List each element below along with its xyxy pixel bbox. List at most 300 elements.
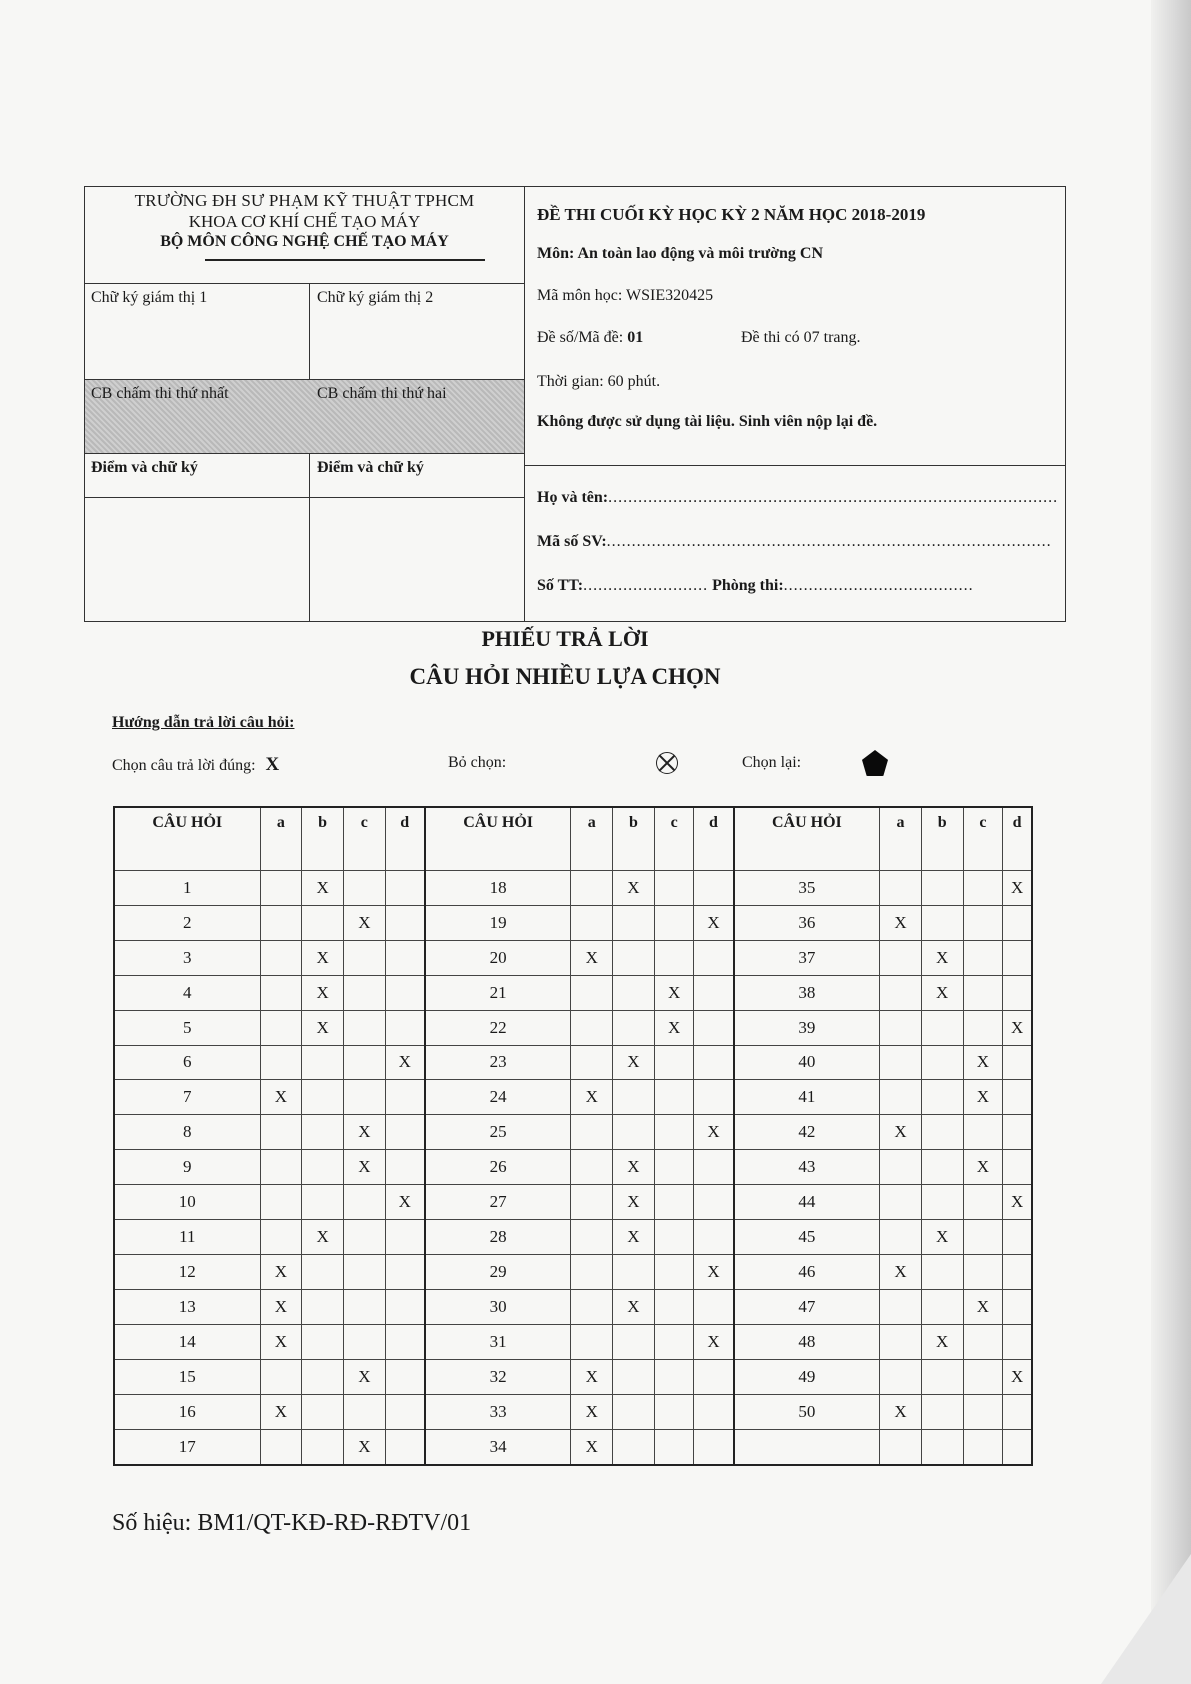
- question-number: 4: [114, 975, 260, 1010]
- answer-cell-c: [963, 1220, 1003, 1255]
- question-number: 41: [734, 1080, 880, 1115]
- question-number: 29: [425, 1254, 571, 1289]
- answer-cell-d: [385, 975, 425, 1010]
- proctor2-signature-label: Chữ ký giám thị 2: [317, 289, 434, 306]
- student-id-label: Mã số SV:: [537, 533, 607, 550]
- question-number: 10: [114, 1185, 260, 1220]
- table-row: [114, 1115, 1032, 1150]
- answer-cell-b: X: [302, 975, 344, 1010]
- answer-cell-b: [921, 1359, 963, 1394]
- question-number: 16: [114, 1394, 260, 1429]
- answer-cell-c: [343, 1045, 385, 1080]
- answer-cell-d: [385, 871, 425, 906]
- answer-cell-b: [613, 1115, 655, 1150]
- question-number: 45: [734, 1220, 880, 1255]
- answer-cell-b: X: [302, 871, 344, 906]
- answer-cell-a: [880, 1289, 922, 1324]
- answer-cell-c: [654, 1220, 694, 1255]
- answer-cell-c: [343, 975, 385, 1010]
- answer-cell-a: X: [260, 1324, 302, 1359]
- answer-cell-a: [880, 1045, 922, 1080]
- answer-cell-b: X: [613, 1289, 655, 1324]
- answer-cell-b: [613, 905, 655, 940]
- table-row: [114, 1010, 1032, 1045]
- choice-column-header: d: [694, 807, 734, 871]
- answer-cell-b: [921, 1289, 963, 1324]
- legend-choose-label: Chọn câu trả lời đúng:: [112, 757, 256, 774]
- header-right: [525, 187, 1065, 621]
- answer-cell-d: [694, 1045, 734, 1080]
- answer-cell-d: [1003, 1429, 1032, 1465]
- answer-cell-b: [613, 1359, 655, 1394]
- sheet-subtitle: CÂU HỎI NHIỀU LỰA CHỌN: [409, 664, 721, 689]
- question-number: 32: [425, 1359, 571, 1394]
- answer-cell-d: X: [1003, 1185, 1032, 1220]
- form-code: Số hiệu: BM1/QT-KĐ-RĐ-RĐTV/01: [112, 1510, 472, 1536]
- choice-column-header: a: [880, 807, 922, 871]
- answer-cell-b: [921, 1045, 963, 1080]
- answer-cell-a: [571, 1185, 613, 1220]
- answer-cell-d: [1003, 1289, 1032, 1324]
- answer-cell-a: [880, 1185, 922, 1220]
- question-number: 22: [425, 1010, 571, 1045]
- answer-cell-c: X: [654, 975, 694, 1010]
- answer-cell-b: [302, 1429, 344, 1465]
- answer-cell-b: [921, 1429, 963, 1465]
- question-number: 15: [114, 1359, 260, 1394]
- grader1-label: CB chấm thi thứ nhất: [91, 385, 229, 402]
- answer-cell-c: [654, 940, 694, 975]
- table-row: [114, 1150, 1032, 1185]
- faculty-name: KHOA CƠ KHÍ CHẾ TẠO MÁY: [188, 212, 421, 231]
- answer-cell-d: [694, 1010, 734, 1045]
- answer-cell-d: [694, 1429, 734, 1465]
- question-column-header: CÂU HỎI: [734, 807, 880, 871]
- answer-cell-b: X: [613, 1185, 655, 1220]
- answer-cell-a: [880, 1080, 922, 1115]
- question-number: 30: [425, 1289, 571, 1324]
- answer-cell-d: [694, 1394, 734, 1429]
- exam-number-value: 01: [627, 329, 644, 346]
- exam-title: ĐỀ THI CUỐI KỲ HỌC KỲ 2 NĂM HỌC 2018-2019: [537, 205, 926, 224]
- answer-cell-d: [1003, 905, 1032, 940]
- question-number: 25: [425, 1115, 571, 1150]
- answer-cell-c: X: [343, 905, 385, 940]
- choice-column-header: d: [385, 807, 425, 871]
- answer-cell-c: [963, 1359, 1003, 1394]
- answer-cell-a: [571, 1010, 613, 1045]
- question-number: 7: [114, 1080, 260, 1115]
- student-id-blank: .........................................................................................: [606, 533, 1052, 550]
- answer-cell-c: [343, 1289, 385, 1324]
- question-number: 27: [425, 1185, 571, 1220]
- answer-cell-b: [302, 905, 344, 940]
- answer-cell-d: X: [1003, 1010, 1032, 1045]
- answer-cell-b: [302, 1289, 344, 1324]
- choice-column-header: b: [302, 807, 344, 871]
- answer-cell-c: [343, 1254, 385, 1289]
- table-row: [114, 1045, 1032, 1080]
- answer-cell-c: [963, 1010, 1003, 1045]
- answer-cell-c: X: [343, 1359, 385, 1394]
- answer-cell-d: [385, 1080, 425, 1115]
- answer-cell-d: [694, 871, 734, 906]
- question-number: 21: [425, 975, 571, 1010]
- answer-cell-c: [343, 940, 385, 975]
- question-number: 26: [425, 1150, 571, 1185]
- legend-unselect-label: Bỏ chọn:: [448, 754, 507, 771]
- question-number: 42: [734, 1115, 880, 1150]
- answer-cell-a: [571, 871, 613, 906]
- answer-grid-header: [114, 807, 1032, 871]
- answer-cell-c: [654, 871, 694, 906]
- room-blank: ......................................: [783, 577, 974, 594]
- legend-choose-mark: X: [265, 754, 280, 775]
- question-number: 1: [114, 871, 260, 906]
- answer-cell-d: X: [1003, 871, 1032, 906]
- answer-cell-c: X: [343, 1150, 385, 1185]
- answer-cell-a: [880, 1324, 922, 1359]
- answer-cell-a: [260, 905, 302, 940]
- header-left: [85, 187, 525, 621]
- answer-cell-b: X: [302, 1220, 344, 1255]
- answer-cell-b: [613, 1010, 655, 1045]
- answer-cell-c: [654, 1359, 694, 1394]
- answer-cell-d: [385, 1324, 425, 1359]
- answer-cell-b: X: [613, 871, 655, 906]
- answer-cell-c: [654, 1115, 694, 1150]
- divider: [85, 379, 524, 380]
- answer-cell-a: [571, 1220, 613, 1255]
- question-number: 12: [114, 1254, 260, 1289]
- answer-cell-d: [385, 940, 425, 975]
- question-number: 14: [114, 1324, 260, 1359]
- question-number: 34: [425, 1429, 571, 1465]
- answer-cell-a: [880, 1429, 922, 1465]
- answer-cell-d: [1003, 1150, 1032, 1185]
- proctor1-signature-label: Chữ ký giám thị 1: [91, 289, 208, 306]
- answer-cell-a: [260, 1220, 302, 1255]
- answer-cell-c: [343, 1324, 385, 1359]
- answer-cell-c: [343, 871, 385, 906]
- answer-cell-c: [654, 1324, 694, 1359]
- question-number: 19: [425, 905, 571, 940]
- answer-cell-d: [1003, 975, 1032, 1010]
- answer-cell-b: [302, 1045, 344, 1080]
- answer-cell-a: [260, 1185, 302, 1220]
- divider: [525, 465, 1065, 466]
- answer-cell-d: [385, 1115, 425, 1150]
- table-row: [114, 1289, 1032, 1324]
- answer-cell-c: [963, 1254, 1003, 1289]
- subject-code: Mã môn học: WSIE320425: [537, 287, 714, 304]
- sheet-title: PHIẾU TRẢ LỜI: [481, 626, 649, 651]
- answer-cell-b: [302, 1080, 344, 1115]
- room-label: Phòng thi:: [712, 577, 784, 594]
- answer-cell-a: X: [571, 1359, 613, 1394]
- grader2-label: CB chấm thi thứ hai: [317, 385, 447, 402]
- legend-reselect-label: Chọn lại:: [742, 754, 802, 771]
- question-number: 43: [734, 1150, 880, 1185]
- choice-column-header: a: [260, 807, 302, 871]
- question-column-header: CÂU HỎI: [425, 807, 571, 871]
- answer-cell-b: [921, 1254, 963, 1289]
- answer-cell-d: [1003, 1254, 1032, 1289]
- table-row: [114, 905, 1032, 940]
- exam-rules: Không được sử dụng tài liệu. Sinh viên nộp lại đề.: [537, 413, 878, 430]
- answer-cell-c: [963, 1115, 1003, 1150]
- department-underline: [205, 259, 485, 261]
- answer-grid: [113, 806, 1033, 1466]
- student-name-label: Họ và tên:: [537, 489, 609, 506]
- answer-cell-c: X: [963, 1150, 1003, 1185]
- table-row: [114, 1429, 1032, 1465]
- choice-column-header: c: [963, 807, 1003, 871]
- answer-cell-c: [654, 1150, 694, 1185]
- subject: Môn: An toàn lao động và môi trường CN: [537, 245, 824, 262]
- answer-cell-a: [880, 1359, 922, 1394]
- answer-cell-d: [694, 1080, 734, 1115]
- answer-cell-d: [385, 1429, 425, 1465]
- question-number: 2: [114, 905, 260, 940]
- answer-cell-a: [260, 871, 302, 906]
- answer-cell-a: [260, 1429, 302, 1465]
- answer-cell-d: [385, 1289, 425, 1324]
- exam-number-label: Đề số/Mã đề:: [537, 329, 628, 346]
- student-name-field: [537, 489, 1058, 507]
- answer-cell-d: [694, 1150, 734, 1185]
- exam-header: [84, 186, 1066, 622]
- answer-cell-a: [880, 1010, 922, 1045]
- answer-cell-d: [1003, 1394, 1032, 1429]
- answer-cell-a: X: [880, 1254, 922, 1289]
- answer-cell-d: [385, 1254, 425, 1289]
- answer-cell-b: [302, 1150, 344, 1185]
- question-number: 50: [734, 1394, 880, 1429]
- answer-cell-d: [385, 1220, 425, 1255]
- question-number: 47: [734, 1289, 880, 1324]
- answer-cell-b: X: [613, 1220, 655, 1255]
- answer-cell-b: [302, 1359, 344, 1394]
- answer-cell-b: [613, 1080, 655, 1115]
- question-number: 36: [734, 905, 880, 940]
- answer-cell-a: [260, 1359, 302, 1394]
- question-number: 31: [425, 1324, 571, 1359]
- answer-cell-a: X: [260, 1254, 302, 1289]
- answer-cell-c: [654, 1429, 694, 1465]
- divider: [85, 497, 524, 498]
- question-column-header: CÂU HỎI: [114, 807, 260, 871]
- answer-cell-b: X: [302, 1010, 344, 1045]
- answer-cell-a: [880, 871, 922, 906]
- question-number: 11: [114, 1220, 260, 1255]
- answer-cell-b: [921, 905, 963, 940]
- table-row: [114, 1185, 1032, 1220]
- question-number: 37: [734, 940, 880, 975]
- answer-cell-d: [1003, 1045, 1032, 1080]
- answer-cell-b: [921, 1080, 963, 1115]
- answer-cell-a: [260, 1150, 302, 1185]
- choice-column-header: b: [613, 807, 655, 871]
- question-number: 18: [425, 871, 571, 906]
- answer-cell-b: [302, 1254, 344, 1289]
- answer-cell-d: X: [385, 1045, 425, 1080]
- answer-cell-b: X: [921, 975, 963, 1010]
- answer-cell-a: [260, 1045, 302, 1080]
- answer-cell-a: [571, 1115, 613, 1150]
- answer-cell-a: X: [571, 1394, 613, 1429]
- answer-cell-c: [343, 1010, 385, 1045]
- answer-cell-c: [654, 1185, 694, 1220]
- answer-cell-c: X: [963, 1289, 1003, 1324]
- choice-column-header: d: [1003, 807, 1032, 871]
- answer-cell-c: [963, 905, 1003, 940]
- school-block: [85, 187, 524, 284]
- answer-cell-d: X: [1003, 1359, 1032, 1394]
- question-number: 35: [734, 871, 880, 906]
- answer-cell-b: [921, 1394, 963, 1429]
- answer-cell-c: [654, 1080, 694, 1115]
- answer-cell-b: [302, 1324, 344, 1359]
- answer-cell-b: X: [921, 1324, 963, 1359]
- table-row: [114, 1220, 1032, 1255]
- filled-mark-icon: [862, 750, 888, 776]
- answer-cell-b: X: [613, 1045, 655, 1080]
- answer-cell-d: [1003, 1115, 1032, 1150]
- answer-cell-a: X: [571, 1429, 613, 1465]
- answer-cell-a: [260, 975, 302, 1010]
- question-number: 20: [425, 940, 571, 975]
- answer-cell-d: [694, 1359, 734, 1394]
- answer-cell-a: [880, 975, 922, 1010]
- answer-cell-b: [302, 1115, 344, 1150]
- question-number: [734, 1429, 880, 1465]
- answer-cell-c: [343, 1220, 385, 1255]
- answer-cell-b: X: [921, 1220, 963, 1255]
- answer-cell-c: [654, 1254, 694, 1289]
- table-row: [114, 940, 1032, 975]
- answer-cell-b: [613, 1394, 655, 1429]
- answer-cell-c: [963, 975, 1003, 1010]
- answer-cell-a: X: [880, 905, 922, 940]
- question-number: 44: [734, 1185, 880, 1220]
- answer-cell-c: X: [343, 1429, 385, 1465]
- answer-cell-b: [302, 1185, 344, 1220]
- department-name: BỘ MÔN CÔNG NGHỆ CHẾ TẠO MÁY: [160, 233, 449, 250]
- answer-cell-b: [921, 1115, 963, 1150]
- answer-cell-c: X: [654, 1010, 694, 1045]
- question-number: 28: [425, 1220, 571, 1255]
- student-name-blank: ..........................................................................................: [608, 489, 1059, 506]
- answer-grid-body: [114, 871, 1032, 1466]
- question-number: 48: [734, 1324, 880, 1359]
- score1-label: Điểm và chữ ký: [91, 459, 198, 476]
- answer-cell-b: X: [302, 940, 344, 975]
- legend-choose: [112, 754, 279, 776]
- table-row: [114, 871, 1032, 906]
- school-name: TRƯỜNG ĐH SƯ PHẠM KỸ THUẬT TPHCM: [134, 191, 475, 210]
- answer-cell-b: [921, 1185, 963, 1220]
- answer-cell-b: [921, 1150, 963, 1185]
- answer-cell-a: [880, 1220, 922, 1255]
- question-number: 46: [734, 1254, 880, 1289]
- student-id-field: [537, 533, 1052, 551]
- crossed-circle-icon: [656, 752, 678, 774]
- choice-column-header: c: [343, 807, 385, 871]
- choice-column-header: a: [571, 807, 613, 871]
- answer-cell-a: [260, 1115, 302, 1150]
- question-number: 3: [114, 940, 260, 975]
- answer-cell-d: [1003, 940, 1032, 975]
- question-number: 13: [114, 1289, 260, 1324]
- answer-cell-a: X: [260, 1080, 302, 1115]
- answer-cell-a: [260, 940, 302, 975]
- answer-cell-b: [921, 1010, 963, 1045]
- answer-cell-c: [963, 1394, 1003, 1429]
- answer-cell-b: [302, 1394, 344, 1429]
- answer-cell-a: [571, 1045, 613, 1080]
- answer-cell-a: [571, 975, 613, 1010]
- answer-cell-c: X: [963, 1045, 1003, 1080]
- answer-cell-d: [1003, 1220, 1032, 1255]
- answer-cell-d: [385, 905, 425, 940]
- choice-column-header: c: [654, 807, 694, 871]
- answer-cell-c: [963, 1185, 1003, 1220]
- table-row: [114, 1394, 1032, 1429]
- answer-cell-c: X: [343, 1115, 385, 1150]
- question-number: 6: [114, 1045, 260, 1080]
- answer-cell-d: [694, 975, 734, 1010]
- page-edge-shadow: [1151, 0, 1191, 1684]
- answer-cell-d: X: [385, 1185, 425, 1220]
- answer-cell-a: [571, 1324, 613, 1359]
- instructions-heading: Hướng dẫn trả lời câu hỏi:: [112, 714, 295, 731]
- answer-cell-b: X: [613, 1150, 655, 1185]
- answer-cell-a: X: [571, 940, 613, 975]
- seat-number-label: Số TT:: [537, 577, 584, 594]
- divider: [85, 453, 524, 454]
- answer-cell-a: X: [260, 1394, 302, 1429]
- answer-cell-d: X: [694, 1324, 734, 1359]
- question-number: 9: [114, 1150, 260, 1185]
- answer-cell-d: [694, 940, 734, 975]
- answer-cell-c: X: [963, 1080, 1003, 1115]
- answer-cell-a: [571, 1254, 613, 1289]
- answer-cell-c: [963, 1429, 1003, 1465]
- answer-cell-d: [1003, 1080, 1032, 1115]
- answer-cell-a: [571, 1150, 613, 1185]
- question-number: 33: [425, 1394, 571, 1429]
- answer-cell-c: [654, 905, 694, 940]
- answer-cell-d: [694, 1289, 734, 1324]
- table-row: [114, 1080, 1032, 1115]
- score2-label: Điểm và chữ ký: [317, 459, 424, 476]
- answer-cell-b: [921, 871, 963, 906]
- answer-cell-d: X: [694, 1254, 734, 1289]
- question-number: 8: [114, 1115, 260, 1150]
- question-number: 17: [114, 1429, 260, 1465]
- answer-cell-a: [571, 905, 613, 940]
- answer-cell-c: [654, 1045, 694, 1080]
- answer-cell-b: [613, 1254, 655, 1289]
- answer-cell-a: [880, 940, 922, 975]
- table-row: [114, 1254, 1032, 1289]
- answer-cell-a: X: [260, 1289, 302, 1324]
- exam-number: [537, 329, 643, 347]
- page-count: Đề thi có 07 trang.: [741, 329, 861, 346]
- answer-cell-a: [260, 1010, 302, 1045]
- answer-cell-a: X: [880, 1115, 922, 1150]
